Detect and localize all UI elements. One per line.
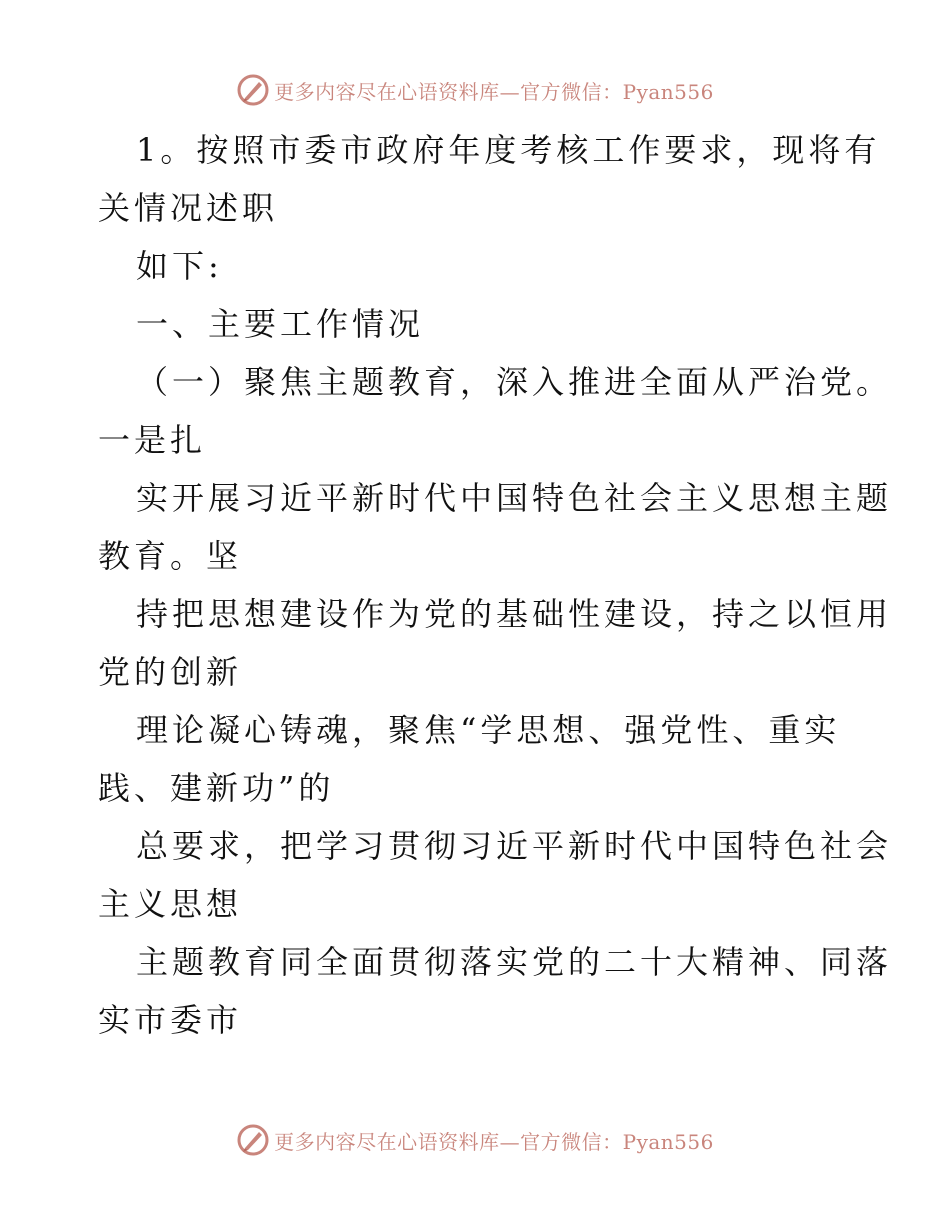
paragraph-line: 1。按照市委市政府年度考核工作要求，现将有 [136,131,881,169]
paragraph-line: 持把思想建设作为党的基础性建设，持之以恒用 [136,595,893,633]
section-heading: 一、主要工作情况 [136,305,425,343]
watermark-text: 更多内容尽在心语资料库—官方微信：Pyan556 [274,79,714,104]
footer-watermark [0,1120,950,1160]
paragraph-line: 党的创新 [98,653,243,691]
paragraph-line: 一是扎 [98,421,207,459]
header-watermark [0,70,950,110]
paragraph-line: 关情况述职 [98,189,279,227]
paragraph-line: 实市委市 [98,1001,243,1039]
subsection-heading: （一）聚焦主题教育，深入推进全面从严治党。 [136,363,893,401]
paragraph-line: 主题教育同全面贯彻落实党的二十大精神、同落 [136,943,893,981]
paragraph-line: 实开展习近平新时代中国特色社会主义思想主题 [136,479,893,517]
paragraph-line: 践、建新功”的 [98,769,335,807]
pen-logo-icon [236,73,270,107]
paragraph-line: 主义思想 [98,885,243,923]
paragraph-line: 总要求，把学习贯彻习近平新时代中国特色社会 [136,827,893,865]
watermark-text: 更多内容尽在心语资料库—官方微信：Pyan556 [274,1129,714,1154]
paragraph-line: 教育。坚 [98,537,243,575]
paragraph-line: 理论凝心铸魂，聚焦“学思想、强党性、重实 [136,711,841,749]
pen-logo-icon [236,1123,270,1157]
document-body [98,121,893,1049]
paragraph-line: 如下: [136,247,223,285]
